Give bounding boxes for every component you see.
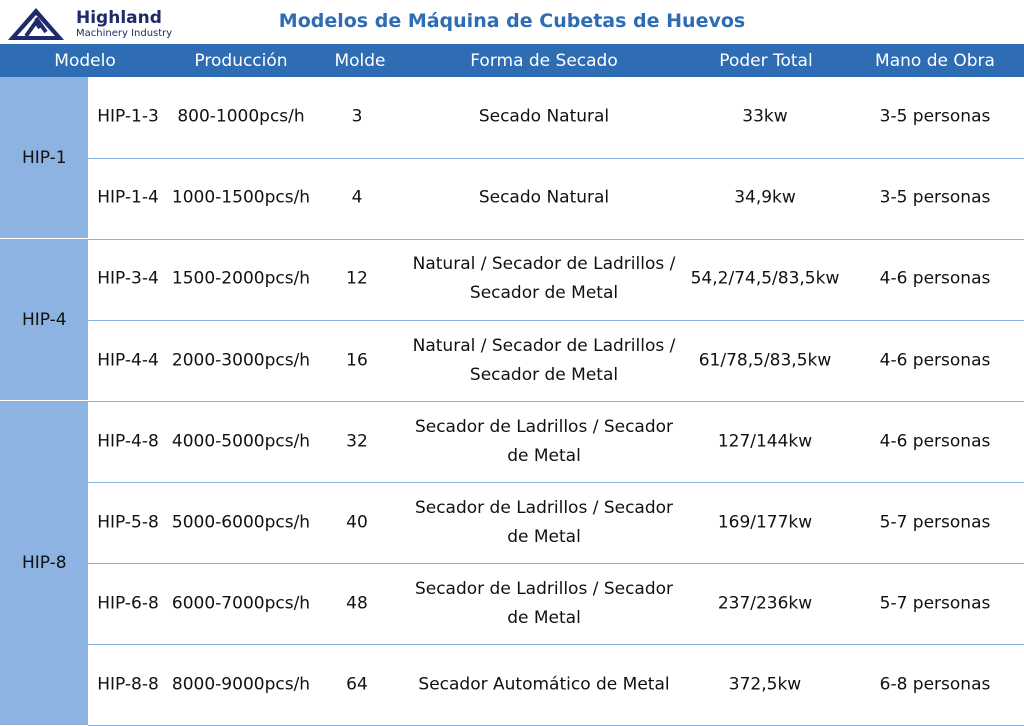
cell-mold: 4	[351, 187, 363, 208]
cell-model: HIP-1-4	[97, 187, 159, 208]
group-cell	[0, 77, 88, 239]
cell-drying: Secador de Ladrillos / Secador de Metal	[414, 497, 674, 547]
group-label: HIP-4	[22, 309, 67, 330]
table-header	[0, 44, 1024, 77]
cell-mold: 64	[346, 674, 368, 695]
cell-mold: 48	[346, 593, 368, 614]
cell-model: HIP-8-8	[97, 674, 159, 695]
cell-power: 34,9kw	[734, 187, 796, 208]
header-modelo: Modelo	[54, 51, 116, 71]
cell-drying: Natural / Secador de Ladrillos / Secador de Metal	[412, 254, 676, 304]
cell-power: 169/177kw	[717, 512, 813, 533]
header-forma-secado: Forma de Secado	[470, 51, 618, 71]
cell-model: HIP-4-4	[97, 350, 159, 371]
cell-labor: 5-7 personas	[879, 593, 991, 614]
cell-drying: Secador de Ladrillos / Secador de Metal	[414, 416, 674, 466]
cell-labor: 3-5 personas	[879, 106, 991, 127]
cell-power: 61/78,5/83,5kw	[698, 350, 832, 371]
cell-production: 8000-9000pcs/h	[171, 674, 311, 695]
cell-mold: 40	[346, 512, 368, 533]
cell-model: HIP-1-3	[97, 106, 159, 127]
cell-power: 54,2/74,5/83,5kw	[690, 268, 840, 289]
brand-tagline: Machinery Industry	[76, 27, 173, 39]
header-molde: Molde	[334, 51, 386, 71]
cell-labor: 4-6 personas	[879, 268, 991, 289]
table-row	[88, 645, 1024, 726]
cell-drying: Secador de Ladrillos / Secador de Metal	[414, 578, 674, 628]
cell-production: 1500-2000pcs/h	[171, 268, 311, 289]
cell-mold: 32	[346, 431, 368, 452]
cell-drying: Secado Natural	[478, 187, 610, 208]
page-title: Modelos de Máquina de Cubetas de Huevos	[278, 10, 746, 32]
table-row	[88, 77, 1024, 159]
brand-name: Highland	[76, 7, 162, 28]
table-row	[88, 564, 1024, 646]
cell-power: 33kw	[742, 106, 788, 127]
group-label: HIP-1	[22, 147, 67, 168]
table-row	[88, 320, 1024, 402]
cell-drying: Secado Natural	[478, 106, 610, 127]
cell-drying: Natural / Secador de Ladrillos / Secador de Metal	[412, 335, 676, 385]
cell-model: HIP-6-8	[97, 593, 159, 614]
table-row	[88, 158, 1024, 240]
cell-labor: 5-7 personas	[879, 512, 991, 533]
group-label: HIP-8	[22, 553, 67, 574]
group-cell	[0, 401, 88, 725]
header-poder-total: Poder Total	[719, 51, 813, 71]
cell-power: 127/144kw	[717, 431, 813, 452]
cell-labor: 4-6 personas	[879, 350, 991, 371]
cell-labor: 4-6 personas	[879, 431, 991, 452]
cell-model: HIP-5-8	[97, 512, 159, 533]
header-produccion: Producción	[194, 51, 288, 71]
cell-production: 4000-5000pcs/h	[171, 431, 311, 452]
cell-power: 237/236kw	[717, 593, 813, 614]
cell-model: HIP-4-8	[97, 431, 159, 452]
table-row	[88, 401, 1024, 483]
cell-power: 372,5kw	[728, 674, 802, 695]
cell-drying: Secador Automático de Metal	[418, 674, 670, 695]
cell-model: HIP-3-4	[97, 268, 159, 289]
header-mano-obra: Mano de Obra	[875, 51, 995, 71]
cell-labor: 6-8 personas	[879, 674, 991, 695]
cell-mold: 3	[351, 106, 363, 127]
cell-production: 1000-1500pcs/h	[171, 187, 311, 208]
group-cell	[0, 239, 88, 401]
cell-production: 5000-6000pcs/h	[171, 512, 311, 533]
table-row	[88, 239, 1024, 321]
cell-production: 800-1000pcs/h	[177, 106, 305, 127]
cell-mold: 16	[346, 350, 368, 371]
cell-labor: 3-5 personas	[879, 187, 991, 208]
cell-mold: 12	[346, 268, 368, 289]
table-row	[88, 483, 1024, 565]
cell-production: 2000-3000pcs/h	[171, 350, 311, 371]
cell-production: 6000-7000pcs/h	[171, 593, 311, 614]
